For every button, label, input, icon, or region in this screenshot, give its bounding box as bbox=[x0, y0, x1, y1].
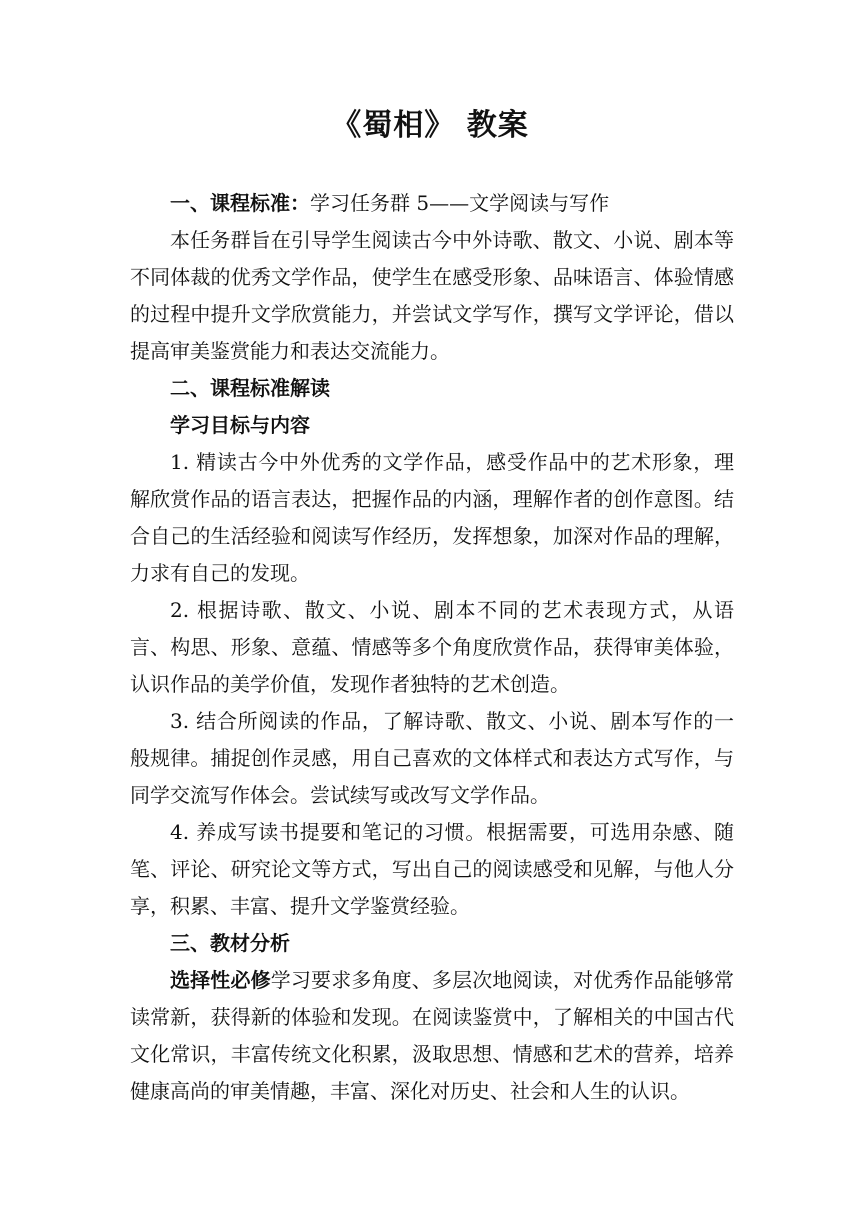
section-3-paragraph bbox=[130, 962, 734, 1110]
objective-item-4: 4. 养成写读书提要和笔记的习惯。根据需要，可选用杂感、随笔、评论、研究论文等方式，写出自己的阅读感受和见解，与他人分享，积累、丰富、提升文学鉴赏经验。 bbox=[130, 820, 734, 918]
objective-item-3: 3. 结合所阅读的作品，了解诗歌、散文、小说、剧本写作的一般规律。捕捉创作灵感，用自己喜欢的文体样式和表达方式写作，与同学交流写作体会。尝试续写或改写文学作品。 bbox=[130, 709, 734, 807]
document-body bbox=[130, 185, 734, 1110]
section-1-heading-rest: 学习任务群 5——文学阅读与写作 bbox=[310, 191, 610, 215]
section-1-heading bbox=[130, 185, 734, 222]
objective-item-1: 1. 精读古今中外优秀的文学作品，感受作品中的艺术形象，理解欣赏作品的语言表达，把握作品的内涵，理解作者的创作意图。结合自己的生活经验和阅读写作经历，发挥想象，加深对作品的理解，力求有自己的发现。 bbox=[130, 450, 734, 585]
section-2-subheading: 学习目标与内容 bbox=[170, 413, 310, 437]
section-1-paragraph: 本任务群旨在引导学生阅读古今中外诗歌、散文、小说、剧本等不同体裁的优秀文学作品，使学生在感受形象、品味语言、体验情感的过程中提升文学欣赏能力，并尝试文学写作，撰写文学评论，借以提高审美鉴赏能力和表达交流能力。 bbox=[130, 228, 734, 363]
section-1-heading-bold: 一、课程标准： bbox=[170, 191, 310, 215]
objective-item-2: 2. 根据诗歌、散文、小说、剧本不同的艺术表现方式，从语言、构思、形象、意蕴、情感等多个角度欣赏作品，获得审美体验，认识作品的美学价值，发现作者独特的艺术创造。 bbox=[130, 598, 734, 696]
document-title: 《蜀相》 教案 bbox=[331, 108, 529, 143]
section-3-lead-bold: 选择性必修 bbox=[170, 968, 271, 992]
section-2-heading: 二、课程标准解读 bbox=[170, 376, 330, 400]
section-3-paragraph-text: 学习要求多角度、多层次地阅读，对优秀作品能够常读常新，获得新的体验和发现。在阅读鉴赏中，了解相关的中国古代文化常识，丰富传统文化积累，汲取思想、情感和艺术的营养，培养健康高尚的审美情趣，丰富、深化对历史、社会和人生的认识。 bbox=[130, 968, 735, 1103]
section-3-heading: 三、教材分析 bbox=[170, 931, 290, 955]
